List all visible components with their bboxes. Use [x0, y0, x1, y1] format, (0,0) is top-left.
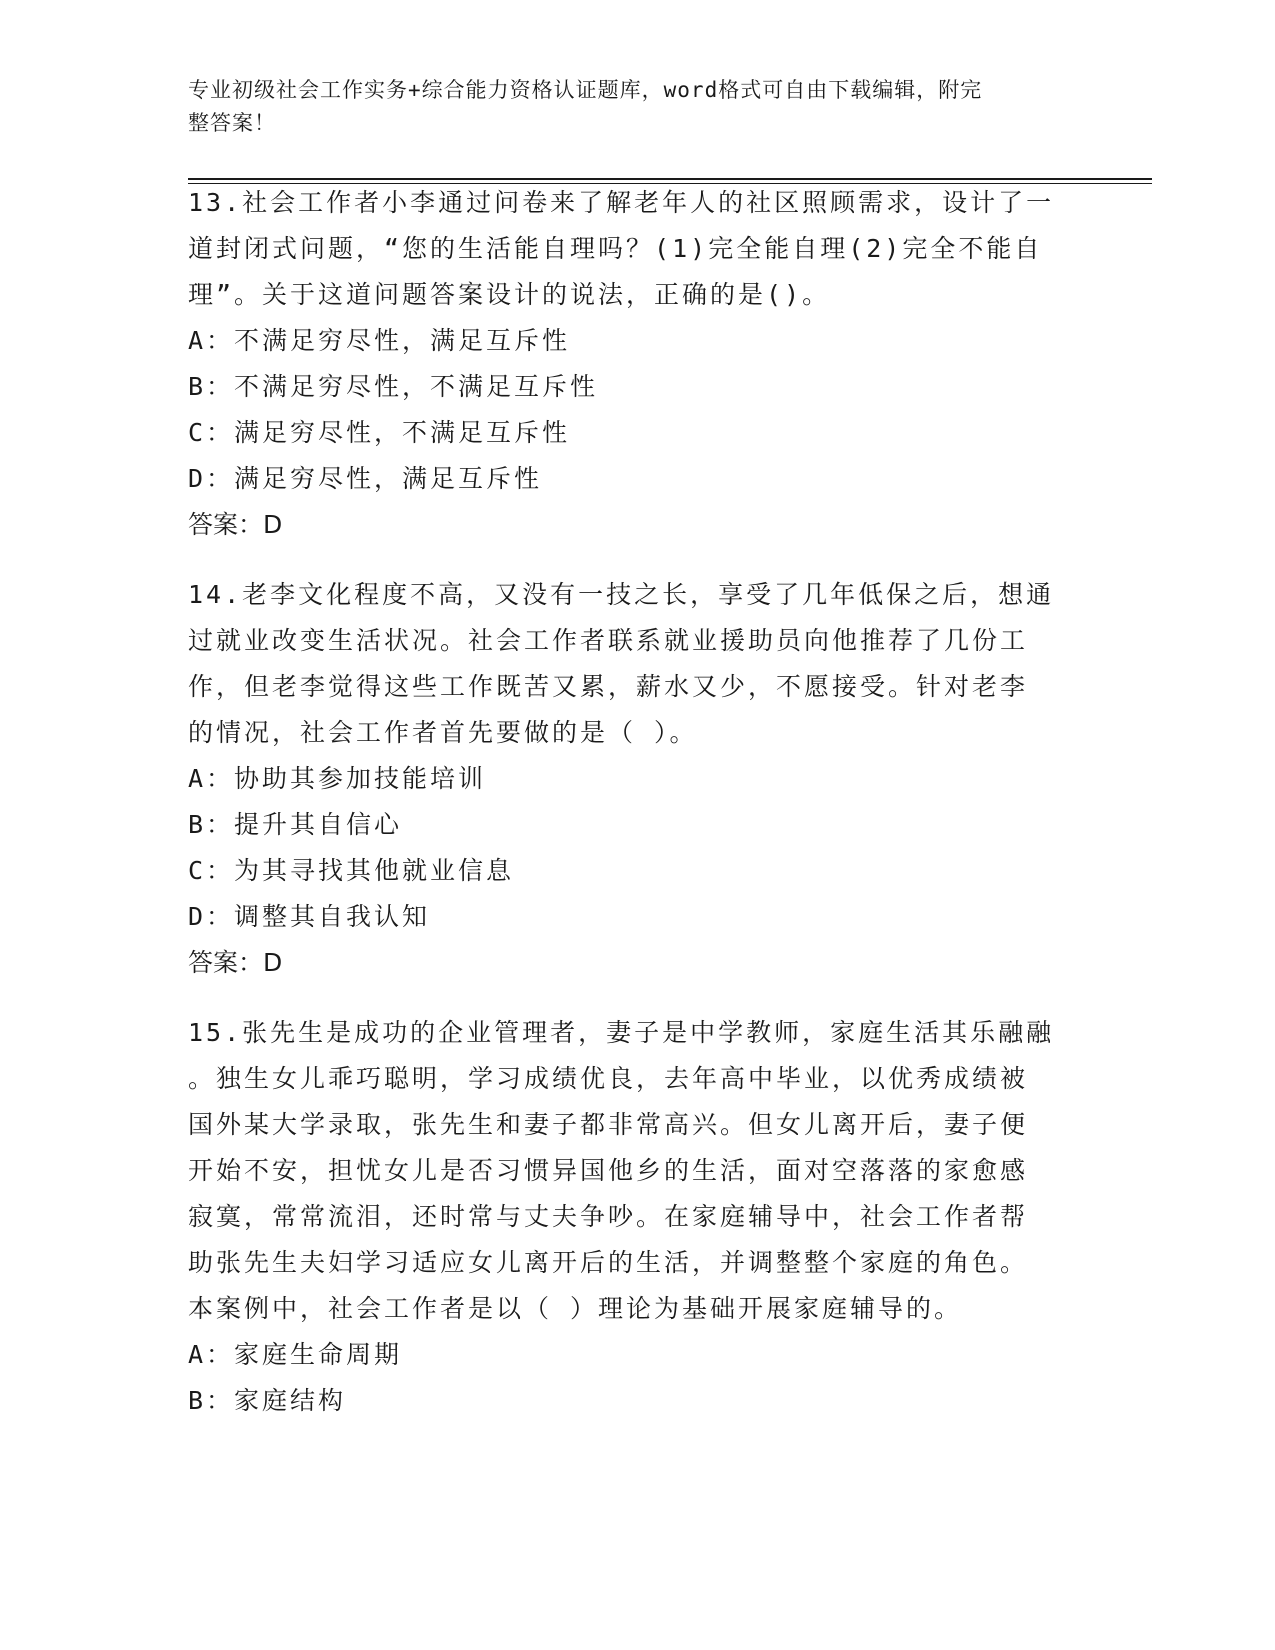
question-stem: [188, 180, 1088, 318]
option-a: A：协助其参加技能培训: [188, 764, 487, 793]
option-a: A：家庭生命周期: [188, 1340, 403, 1369]
question-15: [188, 1010, 1088, 1424]
stem-line: 理”。关于这道问题答案设计的说法，正确的是()。: [188, 280, 831, 309]
stem-line: 作，但老李觉得这些工作既苦又累，薪水又少，不愿接受。针对老李: [188, 672, 1029, 701]
option-b: B：提升其自信心: [188, 810, 403, 839]
option-a: A：不满足穷尽性，满足互斥性: [188, 326, 571, 355]
option-b: B：家庭结构: [188, 1386, 347, 1415]
stem-line: 13.社会工作者小李通过问卷来了解老年人的社区照顾需求，设计了一: [188, 188, 1055, 217]
question-14: [188, 572, 1088, 986]
header-line-1: 专业初级社会工作实务+综合能力资格认证题库，word格式可自由下载编辑，附完: [188, 78, 983, 102]
option-d: D：调整其自我认知: [188, 902, 431, 931]
stem-line: 。独生女儿乖巧聪明，学习成绩优良，去年高中毕业，以优秀成绩被: [188, 1064, 1029, 1093]
option-c: C：满足穷尽性，不满足互斥性: [188, 418, 571, 447]
stem-line: 15.张先生是成功的企业管理者，妻子是中学教师，家庭生活其乐融融: [188, 1018, 1055, 1047]
answer-text: 答案：D: [188, 510, 283, 539]
stem-line: 本案例中，社会工作者是以（ ）理论为基础开展家庭辅导的。: [188, 1294, 963, 1323]
answer-text: 答案：D: [188, 948, 283, 977]
stem-line: 14.老李文化程度不高，又没有一技之长，享受了几年低保之后，想通: [188, 580, 1055, 609]
option-c: C：为其寻找其他就业信息: [188, 856, 515, 885]
stem-line: 开始不安，担忧女儿是否习惯异国他乡的生活，面对空落落的家愈感: [188, 1156, 1029, 1185]
stem-line: 道封闭式问题，“您的生活能自理吗？(1)完全能自理(2)完全不能自: [188, 234, 1043, 263]
stem-line: 国外某大学录取，张先生和妻子都非常高兴。但女儿离开后，妻子便: [188, 1110, 1029, 1139]
question-stem: [188, 1010, 1088, 1332]
question-13: [188, 180, 1088, 548]
question-stem: [188, 572, 1088, 756]
stem-line: 过就业改变生活状况。社会工作者联系就业援助员向他推荐了几份工: [188, 626, 1029, 655]
stem-line: 寂寞，常常流泪，还时常与丈夫争吵。在家庭辅导中，社会工作者帮: [188, 1202, 1029, 1231]
stem-line: 的情况，社会工作者首先要做的是（ ）。: [188, 718, 698, 747]
document-header: [188, 74, 1088, 140]
header-line-2: 整答案！: [188, 111, 276, 135]
option-b: B：不满足穷尽性，不满足互斥性: [188, 372, 599, 401]
option-d: D：满足穷尽性，满足互斥性: [188, 464, 543, 493]
stem-line: 助张先生夫妇学习适应女儿离开后的生活，并调整整个家庭的角色。: [188, 1248, 1029, 1277]
